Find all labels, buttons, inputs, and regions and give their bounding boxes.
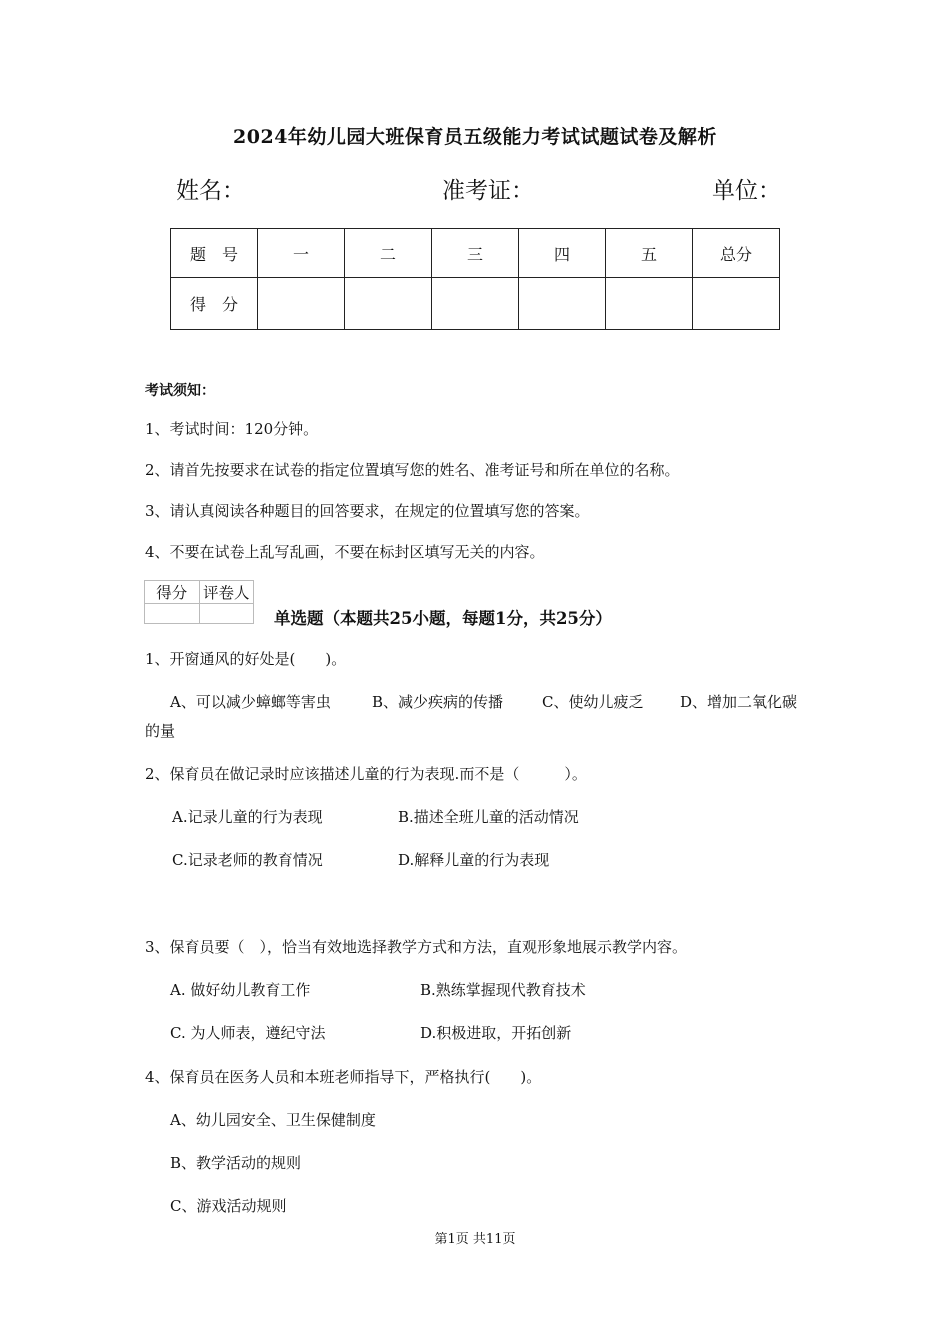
question-option: D.解释儿童的行为表现 (398, 851, 550, 869)
score-row-label: 得 分 (171, 278, 258, 330)
score-header-cell: 三 (432, 229, 519, 278)
score-cell[interactable] (519, 278, 606, 330)
page-footer: 第1页 共11页 (434, 1232, 516, 1247)
question-stem: 3、保育员要（ ），恰当有效地选择教学方式和方法，直观形象地展示教学内容。 (145, 938, 688, 956)
score-cell[interactable] (345, 278, 432, 330)
name-label: 姓名： (176, 178, 245, 204)
score-header-cell: 四 (519, 229, 606, 278)
notice-title: 考试须知： (145, 383, 215, 399)
question-stem: 1、开窗通风的好处是( )。 (145, 650, 347, 668)
question-option: A.记录儿童的行为表现 (172, 808, 323, 826)
question-option: B.描述全班儿童的活动情况 (398, 808, 579, 826)
question-option: C、游戏活动规则 (170, 1197, 287, 1215)
question-option: C、使幼儿疲乏 (542, 693, 644, 711)
score-cell[interactable] (432, 278, 519, 330)
question-option: A、幼儿园安全、卫生保健制度 (170, 1111, 376, 1129)
exam-id-label: 准考证： (442, 178, 534, 204)
notice-item: 2、请首先按要求在试卷的指定位置填写您的姓名、准考证号和所在单位的名称。 (145, 461, 680, 479)
score-cell[interactable] (693, 278, 780, 330)
score-table-header-row (171, 229, 780, 278)
score-header-cell: 总分 (693, 229, 780, 278)
score-table-score-row (171, 278, 780, 330)
question-stem: 4、保育员在医务人员和本班老师指导下，严格执行( )。 (145, 1068, 542, 1086)
question-option: A. 做好幼儿教育工作 (170, 981, 311, 999)
page-title: 2024年幼儿园大班保育员五级能力考试试题试卷及解析 (233, 126, 717, 148)
grader-score-cell[interactable] (145, 604, 200, 624)
notice-item: 1、考试时间：120分钟。 (145, 420, 319, 438)
question-option: B.熟练掌握现代教育技术 (420, 981, 586, 999)
section-title: 单选题（本题共25小题，每题1分，共25分） (274, 609, 612, 628)
notice-item: 3、请认真阅读各种题目的回答要求，在规定的位置填写您的答案。 (145, 502, 590, 520)
question-option: D.积极进取，开拓创新 (420, 1024, 572, 1042)
grader-box (144, 580, 254, 624)
question-option: D、增加二氧化碳 (680, 693, 798, 711)
notice-item: 4、不要在试卷上乱写乱画，不要在标封区填写无关的内容。 (145, 543, 545, 561)
score-header-cell: 题 号 (171, 229, 258, 278)
question-stem: 2、保育员在做记录时应该描述儿童的行为表现.而不是（ ）。 (145, 765, 587, 783)
score-header-cell: 一 (258, 229, 345, 278)
question-option: C.记录老师的教育情况 (172, 851, 323, 869)
grader-name-label: 评卷人 (199, 581, 254, 604)
score-table (170, 228, 780, 330)
question-option-continuation: 的量 (145, 722, 176, 740)
score-cell[interactable] (258, 278, 345, 330)
score-cell[interactable] (606, 278, 693, 330)
score-header-cell: 二 (345, 229, 432, 278)
question-option: B、教学活动的规则 (170, 1154, 302, 1172)
question-option: B、减少疾病的传播 (372, 693, 504, 711)
question-option: C. 为人师表，遵纪守法 (170, 1024, 326, 1042)
score-header-cell: 五 (606, 229, 693, 278)
grader-score-label: 得分 (145, 581, 200, 604)
grader-name-cell[interactable] (199, 604, 254, 624)
question-option: A、可以减少蟑螂等害虫 (170, 693, 331, 711)
unit-label: 单位： (712, 178, 781, 204)
